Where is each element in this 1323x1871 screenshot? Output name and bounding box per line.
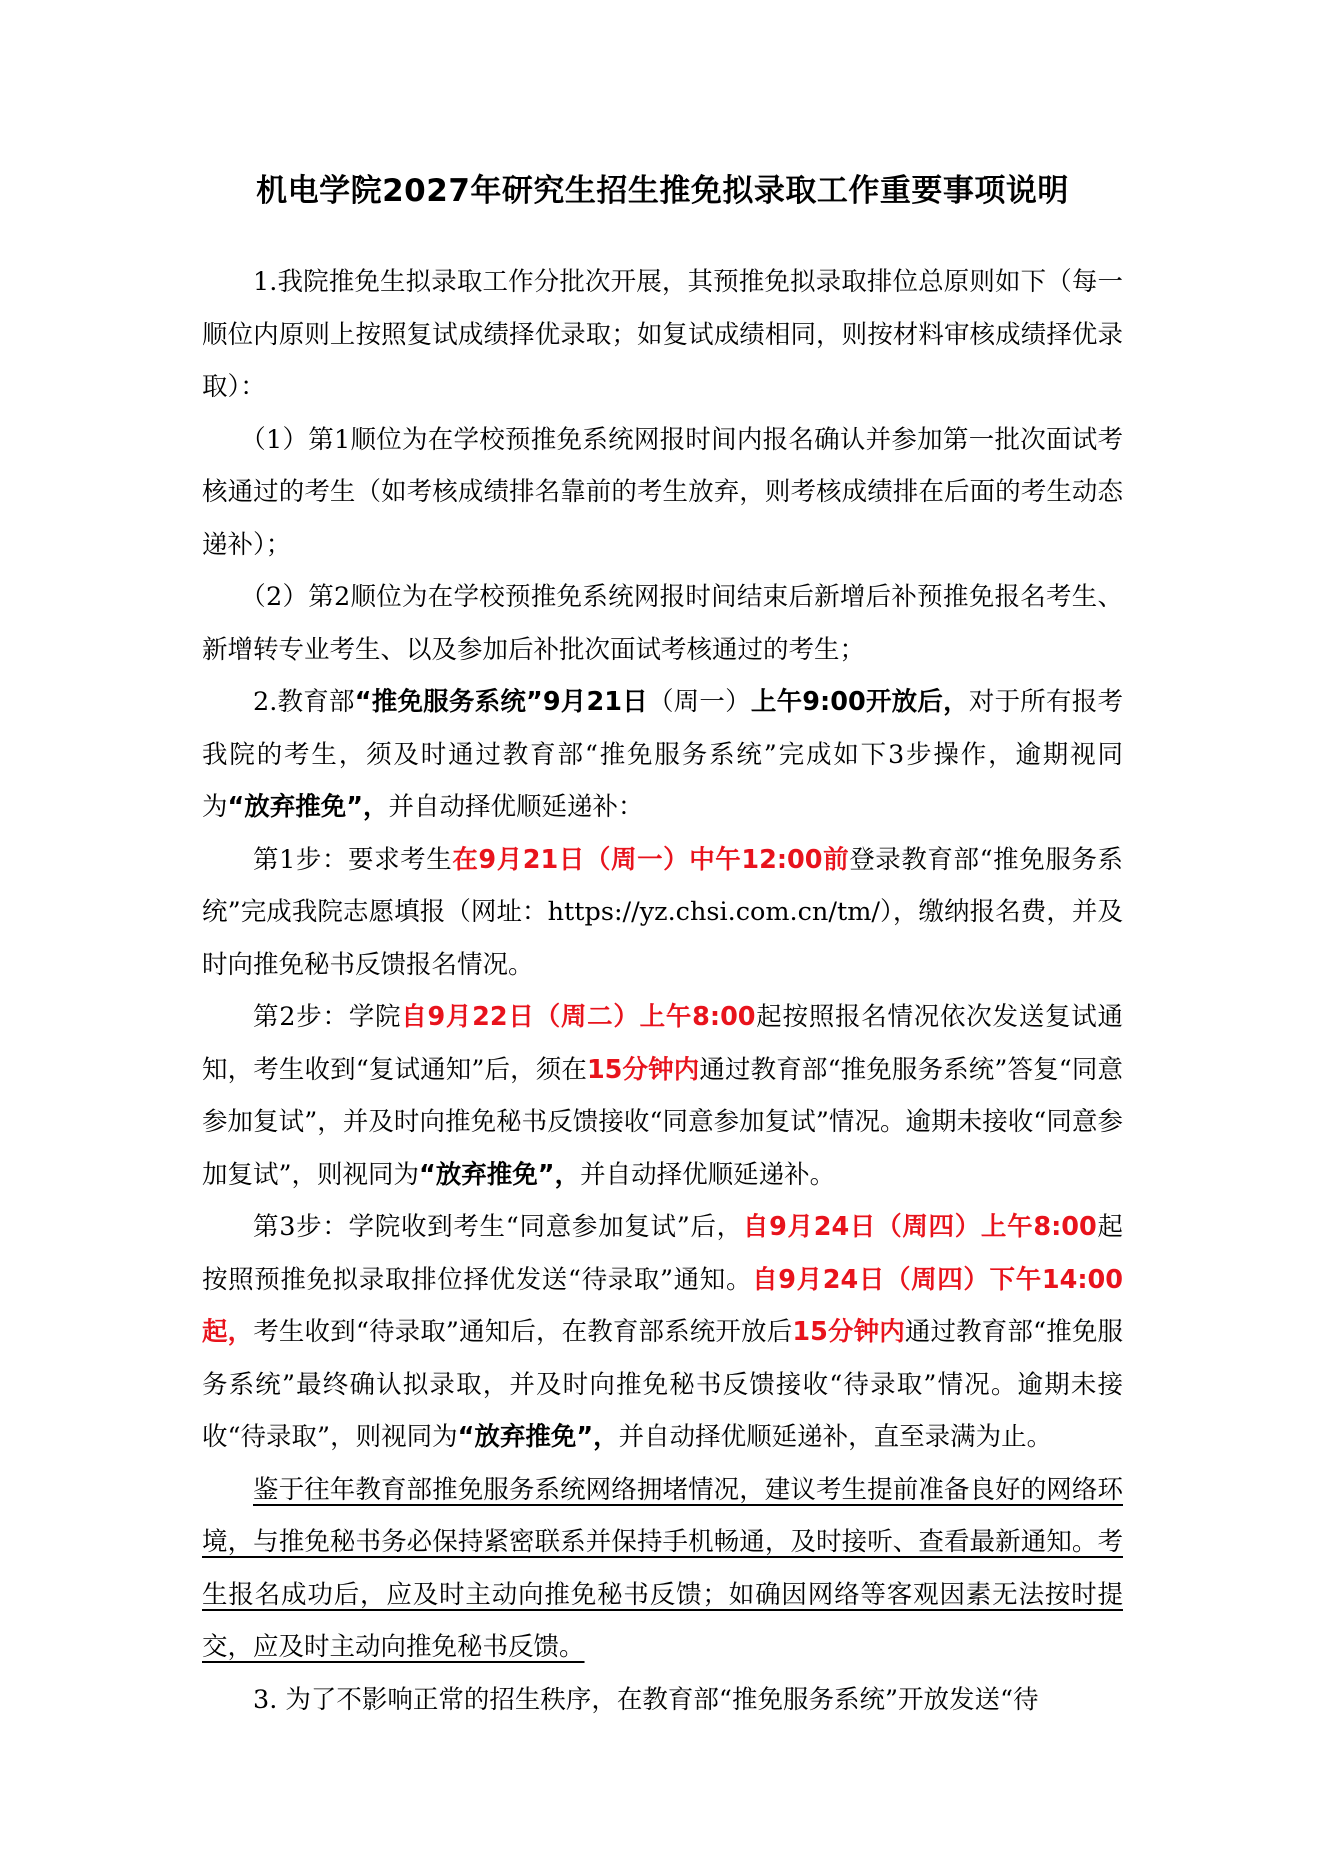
step3-send-time: 自9月24日（周四）上午8:00 bbox=[742, 1212, 1097, 1242]
step2-text-g: 并自动择优顺延递补。 bbox=[580, 1159, 836, 1190]
paragraph-2 bbox=[202, 676, 1123, 834]
step3-text-g: 通过教育部“推免服务系统”最终确认拟录取，并及时向推免秘书反馈接收“待录取”情况。逾期未接收“待录取”，则视同为 bbox=[202, 1317, 1123, 1452]
step1-text-c: 登录教育部“推免服务系统”完成我院志愿填报（网址：https://yz.chsi.com.cn/tm/），缴纳报名费，并及时向推免秘书反馈报名情况。 bbox=[202, 844, 1123, 980]
step2-text-c: 起按照报名情况依次发送复试通知，考生收到“复试通知”后，须在 bbox=[202, 1002, 1123, 1085]
step3-text-e: 考生收到“待录取”通知后，在教育部系统开放后 bbox=[253, 1317, 793, 1347]
step-1 bbox=[202, 834, 1123, 992]
p2-abandon: “放弃推免”， bbox=[227, 792, 389, 822]
step3-time-limit: 15分钟内 bbox=[792, 1317, 905, 1347]
p2-date: 9月21日 bbox=[542, 687, 648, 717]
step1-deadline: 在9月21日（周一）中午12:00前 bbox=[452, 844, 850, 875]
network-notice bbox=[202, 1464, 1123, 1674]
paragraph-1: 1.我院推免生拟录取工作分批次开展，其预推免拟录取排位总原则如下（每一顺位内原则上按照复试成绩择优录取；如复试成绩相同，则按材料审核成绩择优录取）： bbox=[202, 267, 1123, 402]
p2-system-name: “推免服务系统” bbox=[354, 687, 543, 717]
step3-text-i: 并自动择优顺延递补，直至录满为止。 bbox=[618, 1422, 1053, 1452]
step1-text-a: 第1步：要求考生 bbox=[253, 844, 453, 875]
p2-comma: ， bbox=[943, 687, 969, 717]
step2-abandon: “放弃推免”， bbox=[419, 1159, 581, 1190]
step2-text-a: 第2步：学院 bbox=[253, 1002, 402, 1032]
step-3 bbox=[202, 1201, 1123, 1464]
step2-start-time: 自9月22日（周二）上午8:00 bbox=[401, 1002, 756, 1032]
p2-open-time: 上午9:00开放后 bbox=[750, 687, 944, 717]
document-body bbox=[202, 256, 1123, 1726]
p2-text-i: 并自动择优顺延递补： bbox=[388, 792, 644, 822]
network-notice-text: 鉴于往年教育部推免服务系统网络拥堵情况，建议考生提前准备良好的网络环境，与推免秘书务必保持紧密联系并保持手机畅通，及时接听、查看最新通知。考生报名成功后，应及时主动向推免秘书反馈；如确因网络等客观因素无法按时提交，应及时主动向推免秘书反馈。 bbox=[202, 1474, 1123, 1662]
step2-time-limit: 15分钟内 bbox=[586, 1054, 700, 1085]
paragraph-1-item-1: （1）第1顺位为在学校预推免系统网报时间内报名确认并参加第一批次面试考核通过的考生（如考核成绩排名靠前的考生放弃，则考核成绩排在后面的考生动态递补）； bbox=[202, 424, 1123, 560]
p2-text-g: 对于所有报考我院的考生，须及时通过教育部“推免服务系统”完成如下3步操作，逾期视同为 bbox=[202, 687, 1123, 822]
document-title: 机电学院2027年研究生招生推免拟录取工作重要事项说明 bbox=[256, 173, 1069, 209]
paragraph-3: 3. 为了不影响正常的招生秩序，在教育部“推免服务系统”开放发送“待 bbox=[253, 1684, 1039, 1715]
step3-text-c: 起按照预推免拟录取排位择优发送“待录取”通知。 bbox=[202, 1212, 1123, 1295]
paragraph-1-item-2: （2）第2顺位为在学校预推免系统网报时间结束后新增后补预推免报名考生、新增转专业考生、以及参加后补批次面试考核通过的考生； bbox=[202, 582, 1123, 665]
step-2 bbox=[202, 991, 1123, 1201]
step3-confirm-time: 自9月24日（周四）下午14:00起， bbox=[202, 1264, 1123, 1347]
step3-text-a: 第3步：学院收到考生“同意参加复试”后， bbox=[253, 1212, 743, 1242]
step2-text-e: 通过教育部“推免服务系统”答复“同意参加复试”，并及时向推免秘书反馈接收“同意参加复试”情况。逾期未接收“同意参加复试”，则视同为 bbox=[202, 1054, 1123, 1190]
step3-abandon: “放弃推免”， bbox=[457, 1422, 619, 1452]
p2-text-a: 2.教育部 bbox=[253, 687, 355, 717]
p2-weekday: （周一） bbox=[647, 687, 751, 717]
